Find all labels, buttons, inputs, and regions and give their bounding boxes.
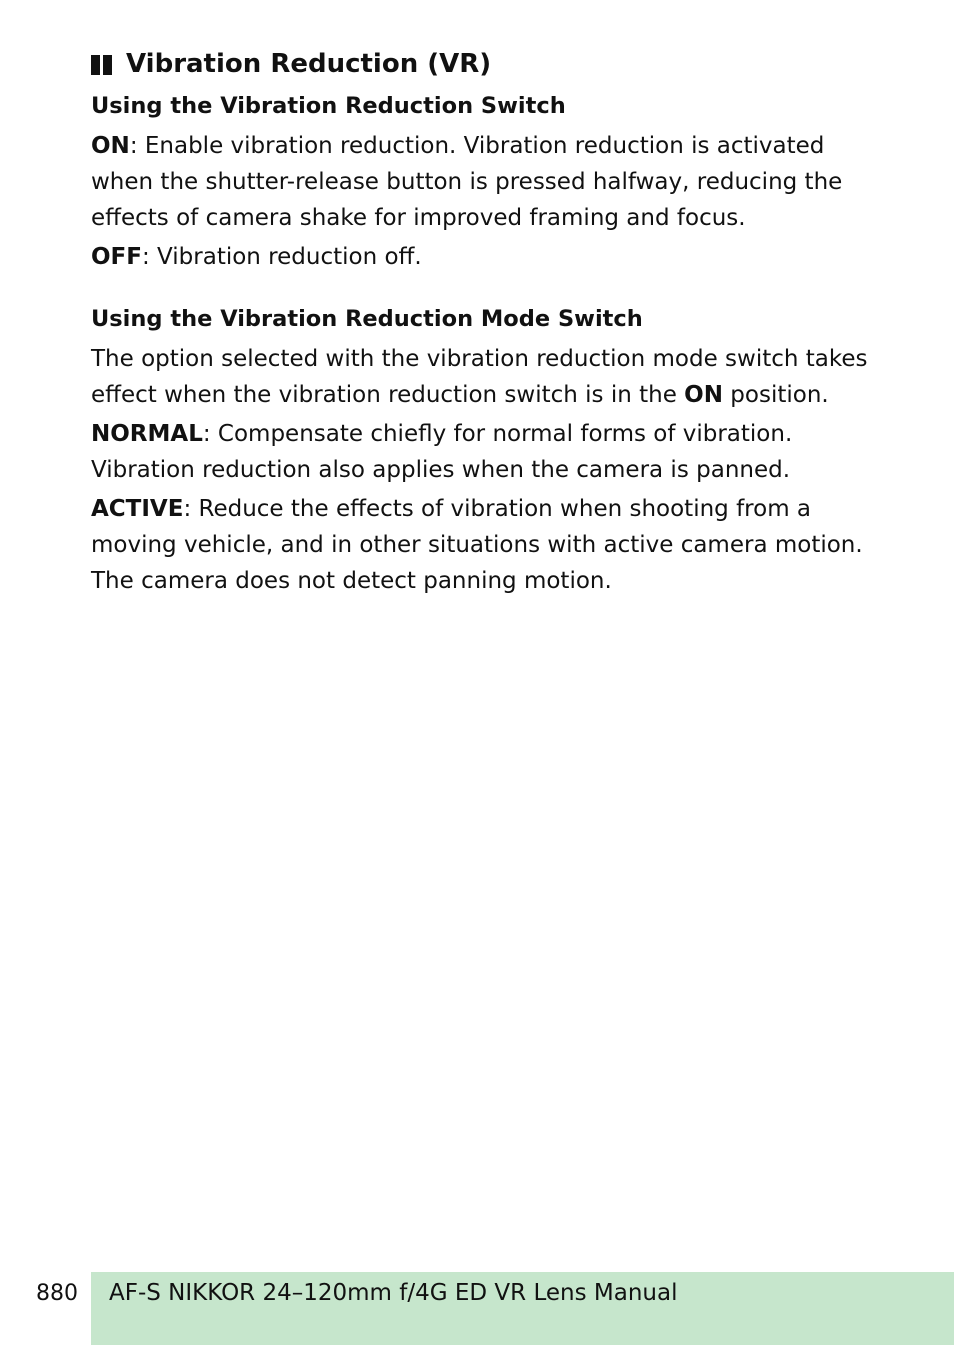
vr-switch-heading: Using the Vibration Reduction Switch xyxy=(91,93,566,119)
page-number: 880 xyxy=(36,1281,78,1306)
vr-mode-intro-term: ON xyxy=(684,382,723,408)
vr-mode-intro-before: The option selected with the vibration reduction mode switch takes effect when the vibration reduction switch is in the xyxy=(91,346,868,408)
vr-on-term: ON xyxy=(91,133,130,159)
vr-off-description xyxy=(91,239,881,275)
footer-band xyxy=(91,1272,954,1345)
section-title-text: Vibration Reduction (VR) xyxy=(126,49,492,79)
vr-normal-text: : Compensate chiefly for normal forms of vibration. Vibration reduction also applies when the camera is panned. xyxy=(91,421,793,483)
vr-active-text: : Reduce the effects of vibration when shooting from a moving vehicle, and in other situations with active camera motion. The camera does not detect panning motion. xyxy=(91,496,863,594)
vr-mode-intro xyxy=(91,341,881,413)
vr-on-text: : Enable vibration reduction. Vibration reduction is activated when the shutter-release button is pressed halfway, reducing the effects of camera shake for improved framing and focus. xyxy=(91,133,843,231)
vr-on-description xyxy=(91,128,881,236)
vr-off-term: OFF xyxy=(91,244,142,270)
vr-normal-term: NORMAL xyxy=(91,421,203,447)
vr-off-text: : Vibration reduction off. xyxy=(141,244,422,270)
vr-mode-intro-after: position. xyxy=(722,382,829,408)
vr-normal-description xyxy=(91,416,881,488)
vr-mode-switch-heading: Using the Vibration Reduction Mode Switch xyxy=(91,306,643,332)
manual-title: AF-S NIKKOR 24–120mm f/4G ED VR Lens Manual xyxy=(109,1280,678,1306)
vr-active-description xyxy=(91,491,881,599)
vr-active-term: ACTIVE xyxy=(91,496,184,522)
section-title xyxy=(91,44,881,84)
section-marker-icon xyxy=(91,55,112,75)
page-content xyxy=(91,44,881,602)
